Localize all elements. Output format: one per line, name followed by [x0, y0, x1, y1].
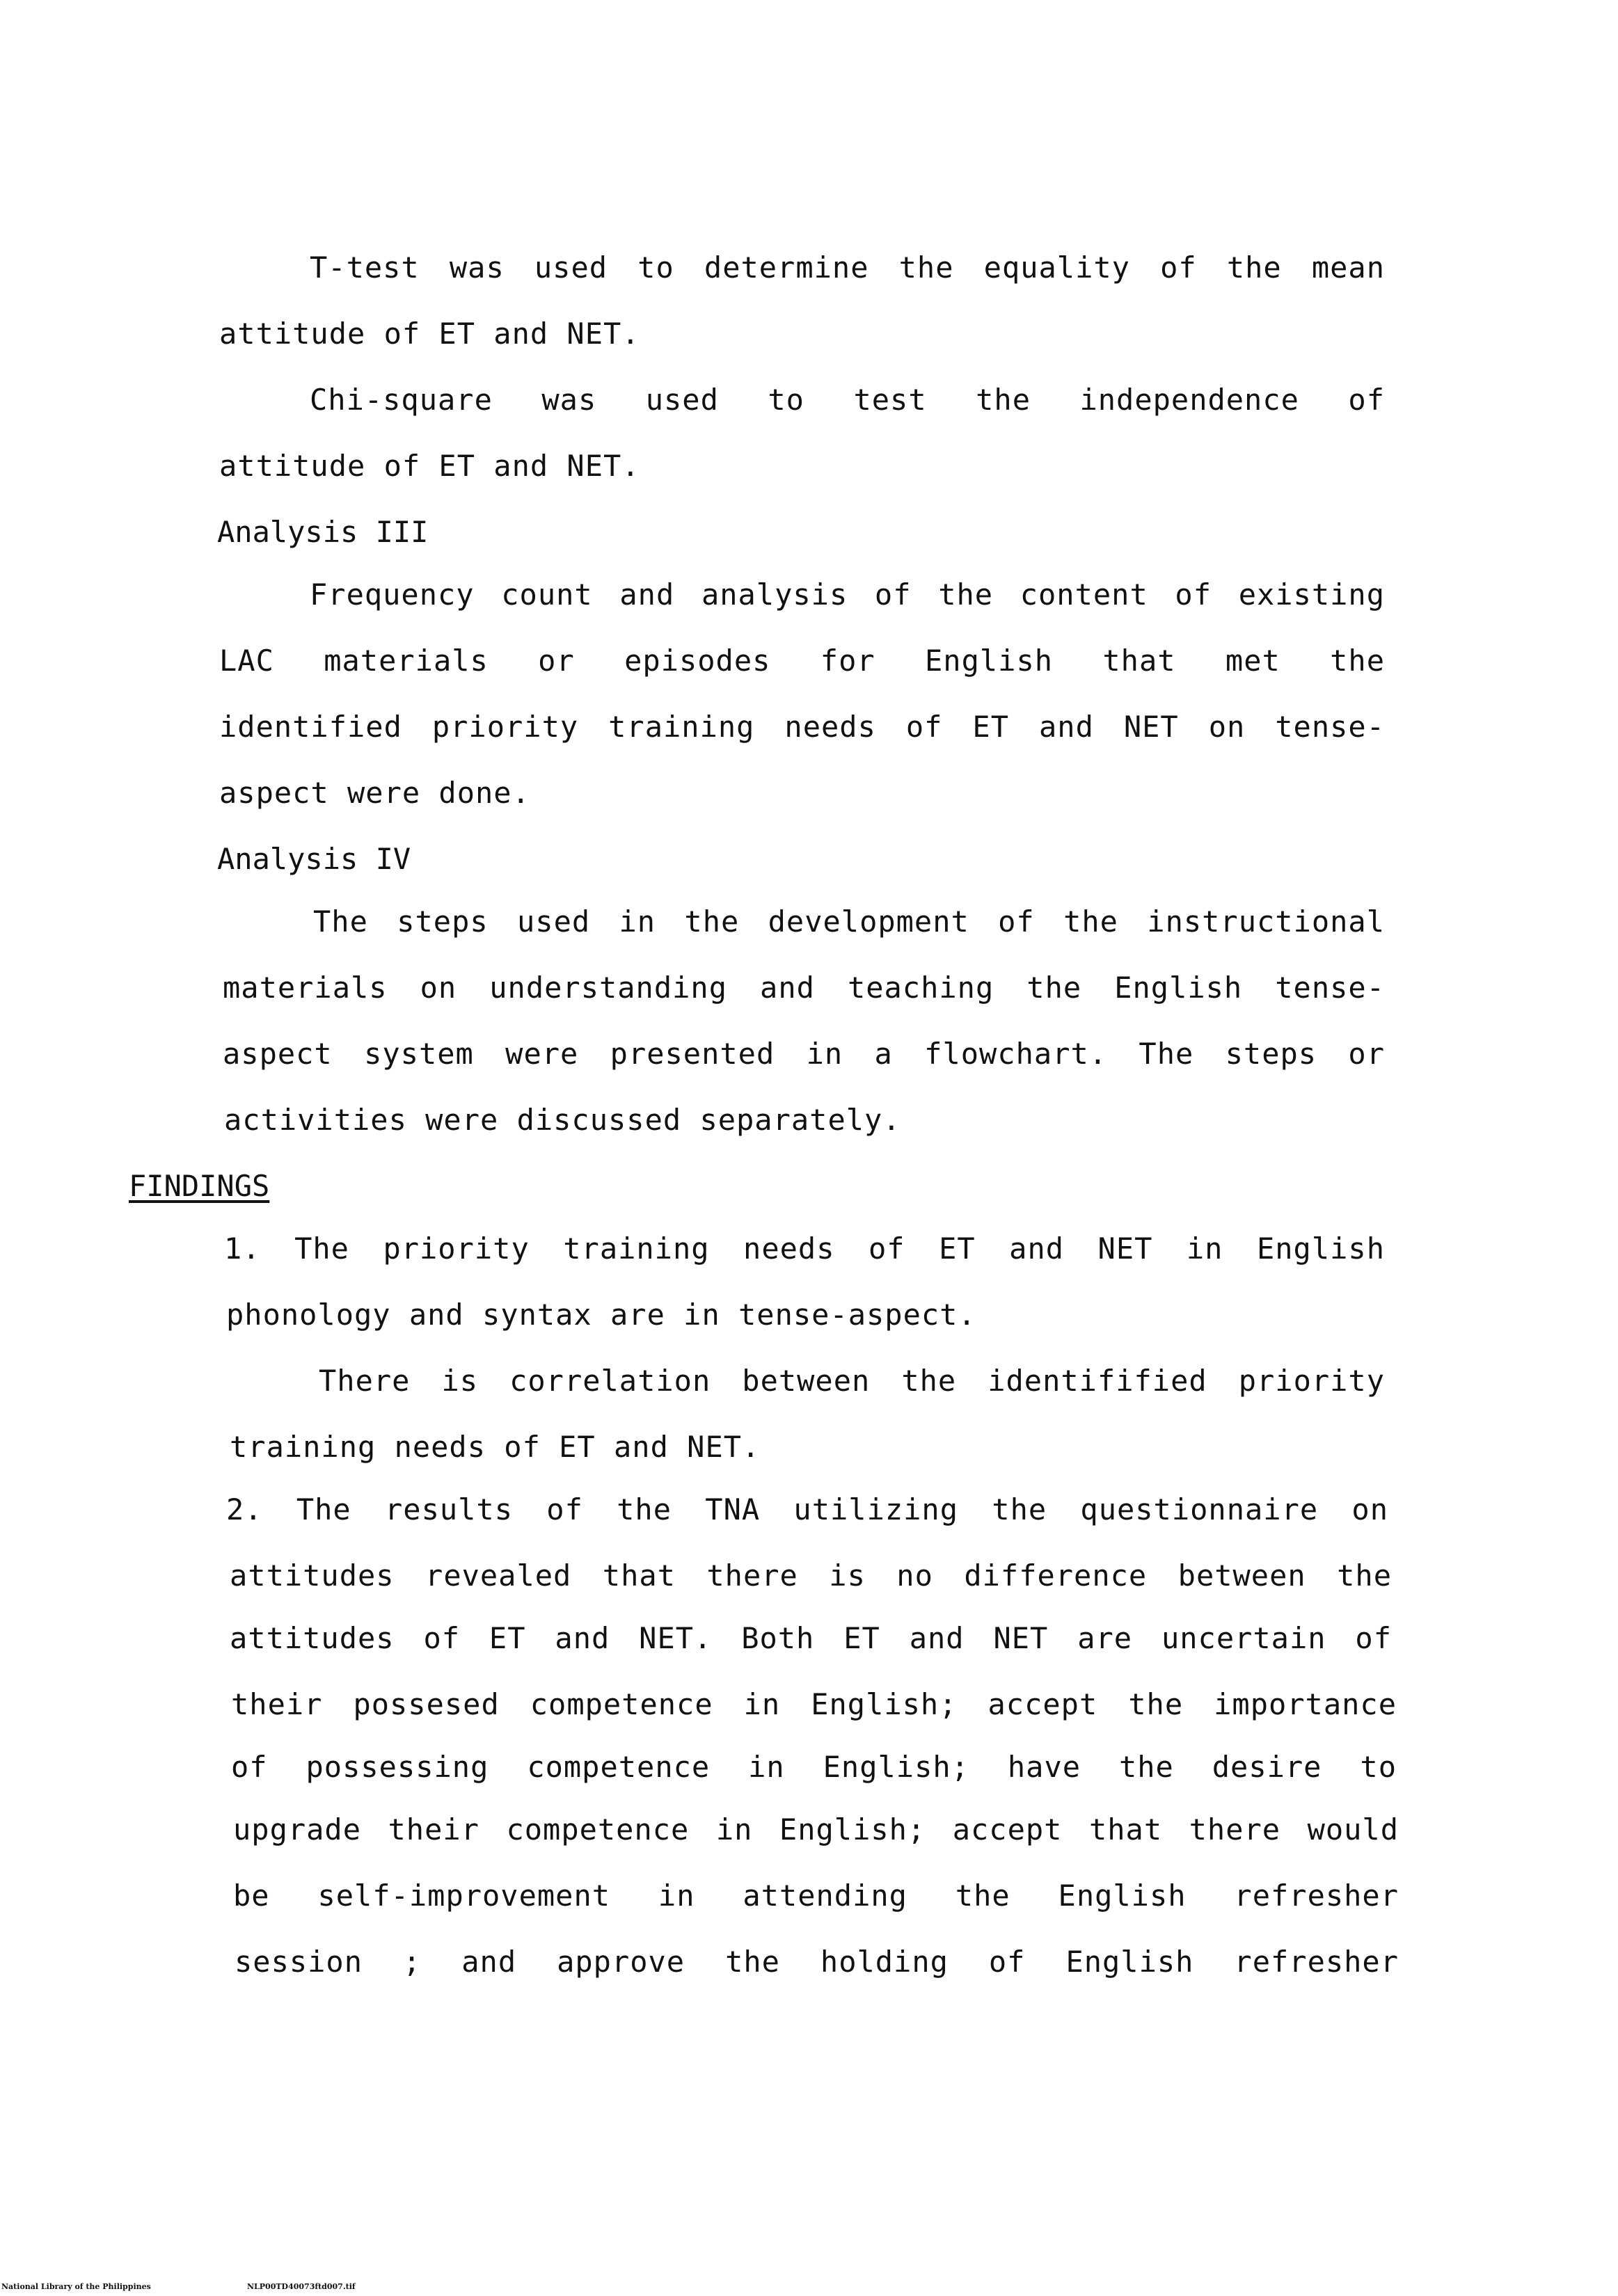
paragraph-line: identified priority training needs of ET and NET on tense- [219, 710, 1385, 744]
findings-heading: FINDINGS [129, 1169, 270, 1203]
finding-line: 1. The priority training needs of ET and NET in English [224, 1231, 1385, 1266]
paragraph-line: attitude of ET and NET. [219, 317, 640, 351]
paragraph-line: attitude of ET and NET. [219, 449, 640, 483]
paragraph-line: LAC materials or episodes for English that met the [219, 644, 1385, 678]
finding-line: upgrade their competence in English; accept that there would [233, 1812, 1399, 1847]
analysis-iii-heading: Analysis III [217, 515, 429, 549]
finding-line: training needs of ET and NET. [230, 1430, 761, 1464]
footer-file-id: NLP00TD40073ftd007.tif [247, 2282, 356, 2291]
footer-library: National Library of the Philippines [1, 2282, 151, 2291]
paragraph-line: The steps used in the development of the instructional [313, 904, 1385, 939]
paragraph-line: activities were discussed separately. [224, 1103, 901, 1137]
paragraph-line: materials on understanding and teaching the English tense- [223, 971, 1385, 1005]
paragraph-line: aspect system were presented in a flowchart. The steps or [223, 1037, 1385, 1071]
paragraph-line: aspect were done. [219, 776, 530, 810]
finding-line: their possesed competence in English; accept the importance [231, 1687, 1397, 1721]
finding-line: be self-improvement in attending the English refresher [233, 1879, 1399, 1913]
finding-line: There is correlation between the identifified priority [319, 1364, 1385, 1398]
paragraph-line: Chi-square was used to test the independence of [310, 383, 1385, 417]
finding-line: attitudes revealed that there is no difference between the [230, 1558, 1392, 1593]
finding-line: attitudes of ET and NET. Both ET and NET are uncertain of [230, 1621, 1392, 1655]
finding-line: 2. The results of the TNA utilizing the questionnaire on [226, 1492, 1388, 1526]
finding-line: session ; and approve the holding of English refresher [235, 1945, 1399, 1979]
paragraph-line: T-test was used to determine the equality of the mean [310, 250, 1385, 285]
finding-line: of possessing competence in English; have the desire to [231, 1750, 1397, 1784]
paragraph-line: Frequency count and analysis of the content of existing [310, 577, 1385, 612]
finding-line: phonology and syntax are in tense-aspect. [226, 1298, 976, 1332]
analysis-iv-heading: Analysis IV [217, 842, 411, 876]
